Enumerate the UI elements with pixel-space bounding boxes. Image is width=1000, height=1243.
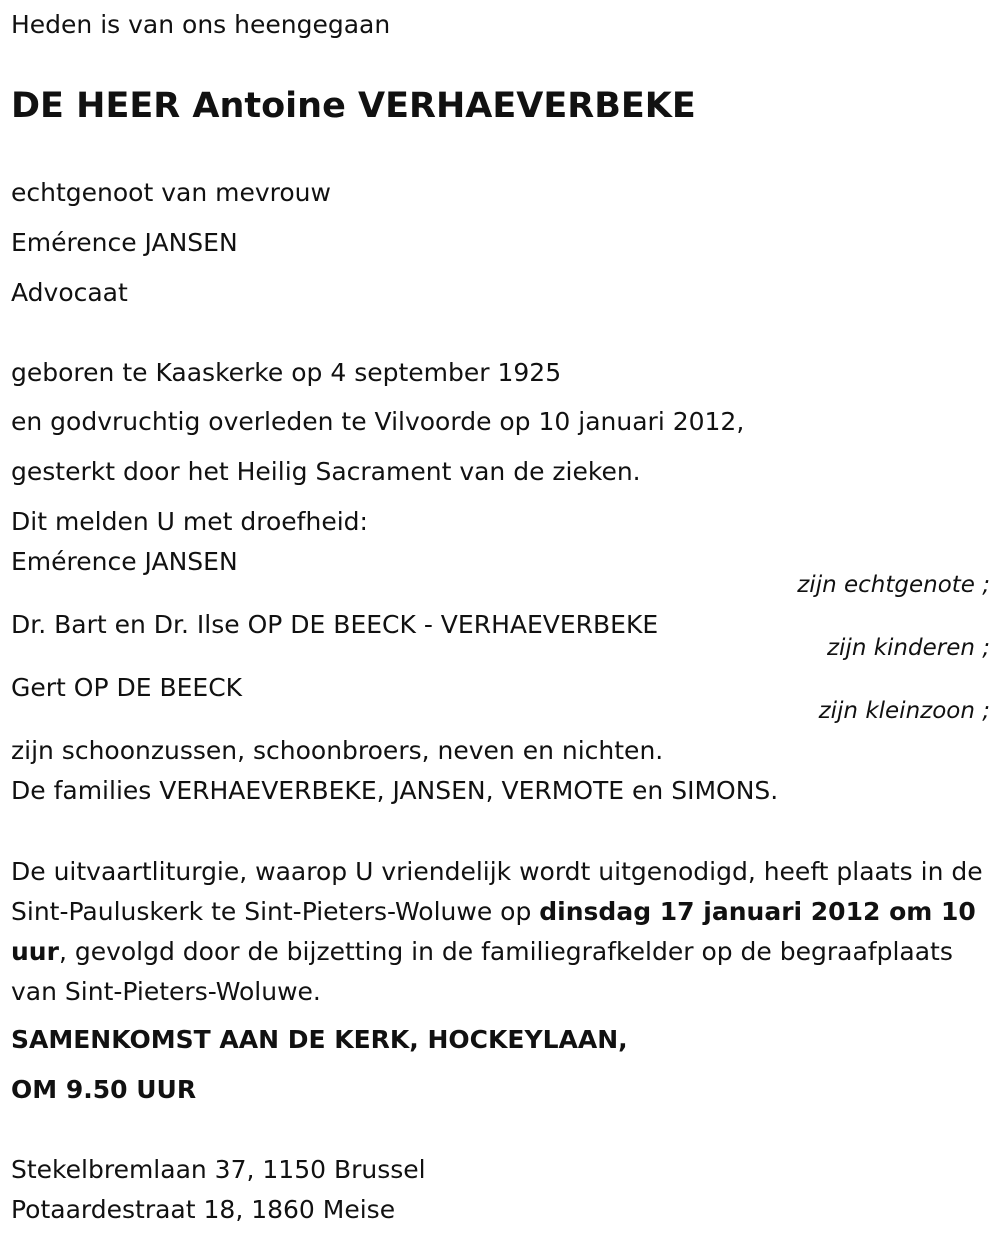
funeral-text-part2: , gevolgd door de bijzetting in de familiegrafkelder op de begraafplaats van Sint-Pieters-Woluwe. (11, 937, 953, 1006)
mourner-children-role: zijn kinderen ; (826, 635, 990, 661)
address-1: Stekelbremlaan 37, 1150 Brussel (11, 1155, 426, 1184)
deceased-name: DE HEER Antoine VERHAEVERBEKE (11, 86, 696, 126)
spouse-name: Emérence JANSEN (11, 228, 238, 257)
profession: Advocaat (11, 278, 128, 307)
address-2: Potaardestraat 18, 1860 Meise (11, 1195, 396, 1224)
birth-line: geboren te Kaaskerke op 4 september 1925 (11, 358, 562, 387)
intro-text: Heden is van ons heengegaan (11, 10, 391, 39)
in-laws-line: zijn schoonzussen, schoonbroers, neven en nichten. (11, 736, 664, 765)
mourner-spouse-name: Emérence JANSEN (11, 547, 238, 576)
families-line: De families VERHAEVERBEKE, JANSEN, VERMOTE en SIMONS. (11, 776, 779, 805)
mourner-children-name: Dr. Bart en Dr. Ilse OP DE BEECK - VERHAEVERBEKE (11, 610, 659, 639)
funeral-text-part1: De uitvaartliturgie, waarop U vriendelijk wordt uitgenodigd, heeft plaats in de Sint-Pauluskerk te Sint-Pieters-Woluwe op (11, 857, 983, 926)
gathering-line-1: SAMENKOMST AAN DE KERK, HOCKEYLAAN, (11, 1025, 628, 1054)
spouse-intro: echtgenoot van mevrouw (11, 178, 331, 207)
funeral-paragraph (11, 852, 986, 1012)
mourner-grandson-role: zijn kleinzoon ; (818, 698, 990, 724)
mourner-grandson-name: Gert OP DE BEECK (11, 673, 243, 702)
gathering-line-2: OM 9.50 UUR (11, 1075, 197, 1104)
mourner-spouse-role: zijn echtgenote ; (797, 572, 990, 598)
funeral-date: dinsdag 17 januari 2012 om 10 uur (11, 897, 976, 966)
death-line: en godvruchtig overleden te Vilvoorde op 10 januari 2012, (11, 407, 745, 436)
announcement: Dit melden U met droefheid: (11, 507, 368, 536)
sacrament-line: gesterkt door het Heilig Sacrament van de zieken. (11, 457, 641, 486)
